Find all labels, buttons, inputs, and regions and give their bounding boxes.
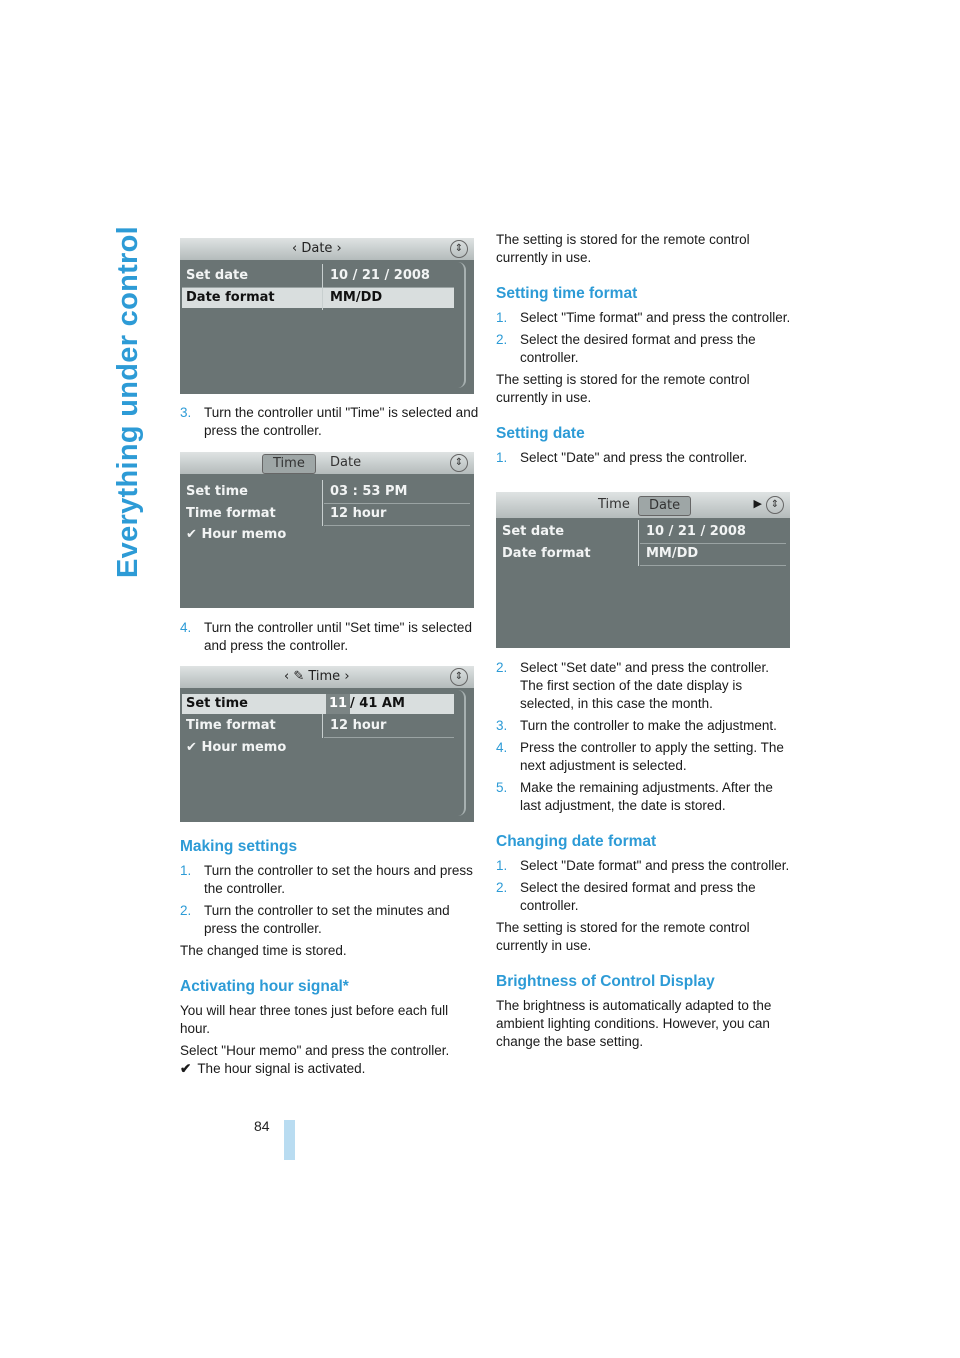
screen-header: ‹ Date › ⇕ bbox=[180, 238, 474, 260]
page-number: 84 bbox=[254, 1118, 270, 1134]
menu-item-date-format[interactable]: Date format MM/DD bbox=[182, 288, 454, 308]
tab-date[interactable]: Date bbox=[638, 496, 691, 516]
screen-title: Date bbox=[301, 241, 333, 256]
tab-time[interactable]: Time bbox=[598, 497, 630, 512]
tab-time[interactable]: Time bbox=[262, 454, 316, 474]
menu-item-hour-memo[interactable]: ✔ Hour memo bbox=[186, 740, 287, 755]
menu-item-set-date[interactable]: Set date 10 / 21 / 2008 bbox=[502, 524, 746, 539]
menu-item-set-date[interactable]: Set date 10 / 21 / 2008 bbox=[186, 268, 430, 283]
setting-date-heading: Setting date bbox=[496, 425, 585, 442]
hour-field[interactable]: 11 bbox=[326, 694, 350, 714]
making-settings-heading: Making settings bbox=[180, 838, 298, 855]
checkmark-icon: ✔ bbox=[180, 1061, 192, 1076]
menu-item-time-format[interactable]: Time format 12 hour bbox=[186, 506, 387, 521]
checkmark-icon: ✔ bbox=[186, 740, 197, 755]
tab-date[interactable]: Date bbox=[330, 455, 362, 470]
navigation-icon: ⇕ bbox=[450, 240, 468, 258]
step-text: Turn the controller until "Time" is selected and press the controller. bbox=[204, 405, 479, 438]
menu-item-time-format[interactable]: Time format 12 hour bbox=[186, 718, 387, 733]
page-marker bbox=[284, 1120, 295, 1160]
section-title: Everything under control bbox=[112, 225, 144, 578]
screen-title: Time bbox=[308, 669, 341, 684]
brightness-heading: Brightness of Control Display bbox=[496, 973, 715, 990]
checkmark-icon: ✔ bbox=[186, 527, 197, 542]
time-menu-screen bbox=[180, 452, 474, 608]
date-menu-screen bbox=[496, 492, 790, 648]
menu-item-set-time[interactable]: Set time 11 / 41 AM bbox=[182, 694, 454, 714]
menu-item-hour-memo[interactable]: ✔ Hour memo bbox=[186, 527, 287, 542]
menu-item-date-format[interactable]: Date format MM/DD bbox=[502, 546, 699, 561]
arrow-right-icon: ▶ bbox=[753, 497, 762, 510]
navigation-icon: ⇕ bbox=[766, 496, 784, 514]
navigation-icon: ⇕ bbox=[450, 668, 468, 686]
time-format-heading: Setting time format bbox=[496, 285, 638, 302]
date-format-heading: Changing date format bbox=[496, 833, 657, 850]
hour-signal-heading: Activating hour signal* bbox=[180, 978, 349, 995]
date-screen bbox=[180, 238, 474, 394]
menu-item-set-time[interactable]: Set time 03 : 53 PM bbox=[186, 484, 408, 499]
set-time-screen: ‹ ✎ Time › ⇕ Set time 11 / 41 AM Time format 12 hour ✔ Hour memo bbox=[180, 666, 474, 822]
navigation-icon: ⇕ bbox=[450, 454, 468, 472]
minute-field[interactable]: / 41 AM bbox=[350, 696, 405, 711]
step-text: Turn the controller until "Set time" is selected and press the controller. bbox=[204, 620, 472, 653]
